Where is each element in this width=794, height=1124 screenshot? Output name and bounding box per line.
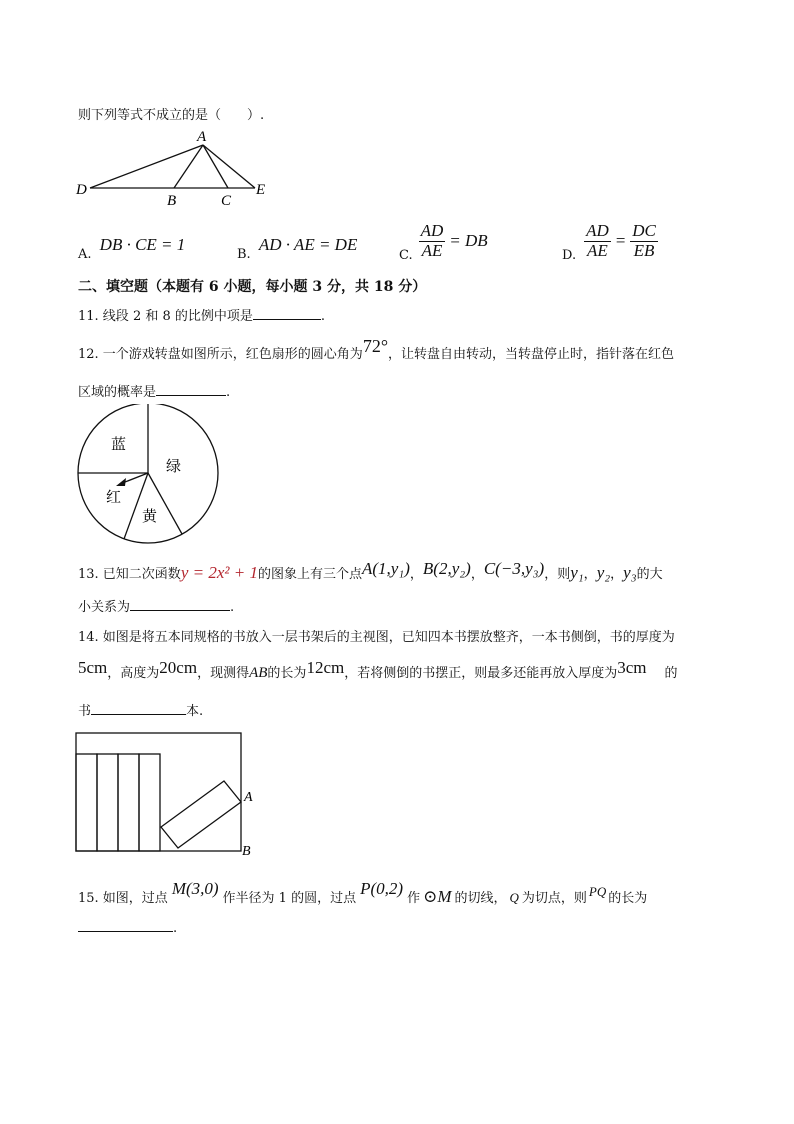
label-b: B (167, 193, 177, 209)
bookshelf-figure (72, 730, 267, 860)
question-14-line3: 书 本. (78, 704, 204, 719)
answer-blank[interactable] (78, 919, 173, 932)
option-d-fraction-left: $\frac{AD}{AE}$ (586, 221, 609, 260)
question-14-line2: 5cm，高度为20cm，现测得AB的长为12cm，若将侧倒的书摆正，则最多还能再放入厚度为3cm 的 (78, 658, 678, 681)
spinner-figure (74, 404, 222, 544)
label-blue: 蓝 (111, 437, 127, 453)
section-title: 二、填空题（本题有 6 小题，每小题 3 分，共 18 分） (78, 279, 427, 295)
question-11: 11. 线段 2 和 8 的比例中项是 . (78, 309, 326, 324)
question-14-line1: 14. 如图是将五本同规格的书放入一层书架后的主视图，已知四本书摆放整齐，一本书侧倒，书的厚度为 (78, 630, 675, 645)
answer-blank[interactable] (91, 702, 186, 715)
option-c: C. $\frac{AD}{AE}$ = DB (399, 221, 488, 263)
option-a: A. DB · CE = 1 (78, 235, 186, 262)
label-red: 红 (106, 490, 122, 506)
answer-blank[interactable] (156, 383, 226, 396)
label-d: D (76, 182, 87, 198)
label-green: 绿 (166, 459, 182, 475)
label-a: A (197, 129, 207, 145)
question-13-line2: 小关系为 . (78, 600, 235, 615)
answer-blank[interactable] (253, 307, 321, 320)
question-15-line2: . (78, 919, 177, 936)
label-c: C (221, 193, 232, 209)
option-b-expr: AD · AE = DE (258, 235, 358, 254)
answer-blank[interactable] (130, 598, 230, 611)
question-12-line2: 区域的概率是 . (78, 385, 231, 400)
option-a-expr: DB · CE = 1 (99, 235, 186, 254)
triangle-figure (70, 125, 280, 210)
option-c-fraction: $\frac{AD}{AE}$ (420, 221, 444, 260)
label-e: E (256, 182, 266, 198)
label-b: B (242, 844, 251, 859)
q10-stem: 则下列等式不成立的是（ ）. (78, 108, 265, 123)
question-13-line1: 13. 已知二次函数y = 2x² + 1的图象上有三个点A(1,y₁)，B(2,y₂)，C(−3,y₃)，则y₁，y₂，y₃的大 (78, 559, 663, 582)
question-12-line1: 12. 一个游戏转盘如图所示，红色扇形的圆心角为72°，让转盘自由转动，当转盘停止时，指针落在红色 (78, 336, 675, 362)
label-a: A (244, 790, 253, 805)
option-b: B. AD · AE = DE (237, 235, 358, 262)
option-d-fraction-right: $\frac{DC}{EB}$ (632, 221, 656, 260)
question-15-line1: 15. 如图，过点M(3,0)作半径为 1 的圆，过点P(0,2)作 ⊙M 的切线， Q 为切点，则 PQ 的长为 (78, 879, 648, 906)
option-d: D. $\frac{AD}{AE}$ = $\frac{DC}{EB}$ (562, 221, 656, 263)
label-yellow: 黄 (142, 509, 158, 525)
